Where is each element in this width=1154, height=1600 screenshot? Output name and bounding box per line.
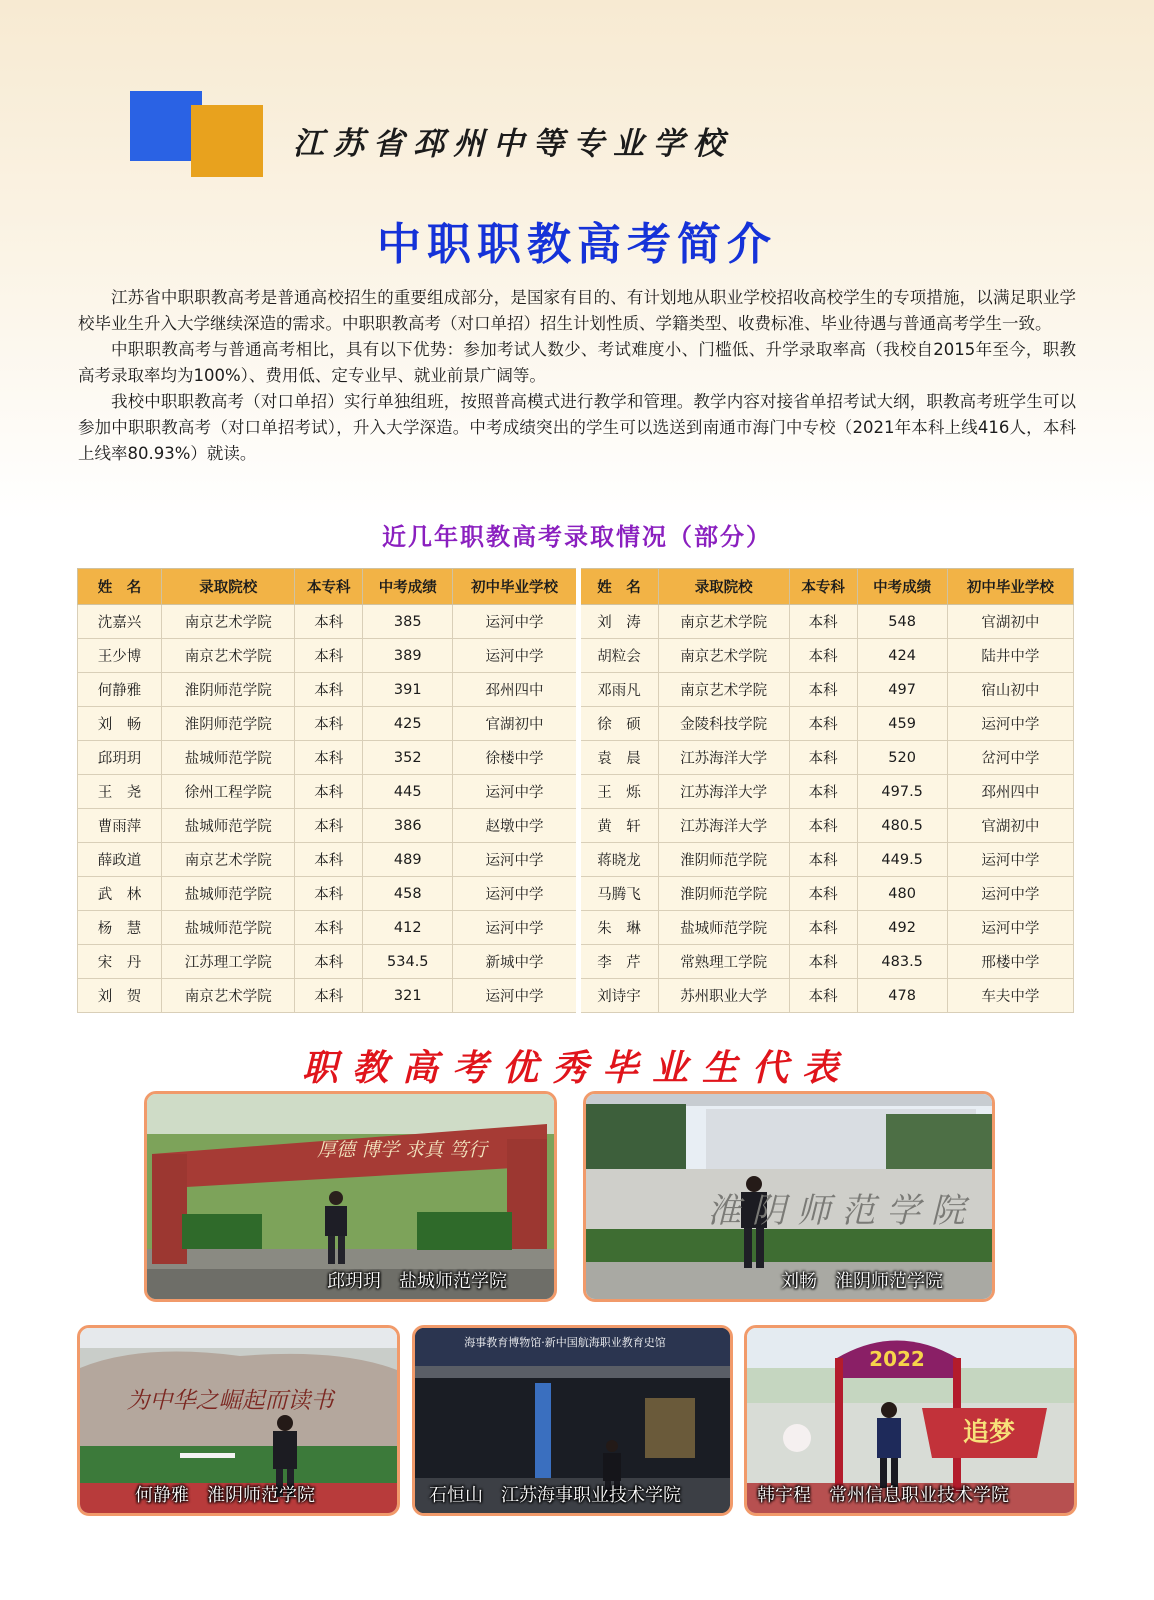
photo-caption: 石恒山 江苏海事职业技术学院 bbox=[429, 1485, 681, 1506]
photo-caption: 韩宇程 常州信息职业技术学院 bbox=[757, 1485, 1009, 1506]
cell-score: 449.5 bbox=[857, 843, 947, 877]
cell-score: 497.5 bbox=[857, 775, 947, 809]
header-score: 中考成绩 bbox=[857, 569, 947, 605]
cell-middle-school: 运河中学 bbox=[453, 979, 578, 1013]
cell-score: 483.5 bbox=[857, 945, 947, 979]
cell-college: 南京艺术学院 bbox=[162, 639, 295, 673]
cell-middle-school: 运河中学 bbox=[947, 877, 1073, 911]
cell-degree: 本科 bbox=[789, 775, 857, 809]
cell-college: 南京艺术学院 bbox=[162, 843, 295, 877]
cell-name: 朱 琳 bbox=[578, 911, 658, 945]
photo-caption: 邱玥玥 盐城师范学院 bbox=[327, 1271, 507, 1292]
table-row bbox=[78, 843, 1074, 877]
intro-paragraph-1: 江苏省中职职教高考是普通高校招生的重要组成部分，是国家有目的、有计划地从职业学校招收高校学生的专项措施，以满足职业学校毕业生升入大学继续深造的需求。中职职教高考（对口单招）招生计划性质、学籍类型、收费标准、毕业待遇与普通高考学生一致。 bbox=[78, 288, 1076, 333]
table-row bbox=[78, 639, 1074, 673]
cell-college: 江苏海洋大学 bbox=[658, 809, 789, 843]
cell-degree: 本科 bbox=[789, 639, 857, 673]
table-row bbox=[78, 809, 1074, 843]
graduate-photo-2 bbox=[583, 1091, 995, 1302]
table-row bbox=[78, 877, 1074, 911]
cell-score: 386 bbox=[363, 809, 453, 843]
admission-table bbox=[77, 568, 1074, 1013]
cell-name: 曹雨萍 bbox=[78, 809, 162, 843]
cell-degree: 本科 bbox=[789, 945, 857, 979]
cell-degree: 本科 bbox=[789, 843, 857, 877]
cell-degree: 本科 bbox=[789, 605, 857, 639]
cell-college: 常熟理工学院 bbox=[658, 945, 789, 979]
cell-degree: 本科 bbox=[295, 673, 363, 707]
cell-degree: 本科 bbox=[789, 741, 857, 775]
cell-middle-school: 运河中学 bbox=[947, 707, 1073, 741]
cell-name: 王少博 bbox=[78, 639, 162, 673]
cell-college: 盐城师范学院 bbox=[162, 741, 295, 775]
cell-college: 淮阴师范学院 bbox=[162, 707, 295, 741]
cell-middle-school: 官湖初中 bbox=[947, 605, 1073, 639]
cell-score: 497 bbox=[857, 673, 947, 707]
cell-degree: 本科 bbox=[295, 605, 363, 639]
cell-middle-school: 运河中学 bbox=[453, 843, 578, 877]
cell-score: 480 bbox=[857, 877, 947, 911]
cell-middle-school: 运河中学 bbox=[453, 639, 578, 673]
cell-degree: 本科 bbox=[295, 639, 363, 673]
cell-middle-school: 新城中学 bbox=[453, 945, 578, 979]
cell-college: 南京艺术学院 bbox=[162, 979, 295, 1013]
cell-college: 淮阴师范学院 bbox=[658, 843, 789, 877]
cell-degree: 本科 bbox=[789, 877, 857, 911]
school-name: 江苏省邳州中等专业学校 bbox=[293, 126, 733, 162]
cell-college: 金陵科技学院 bbox=[658, 707, 789, 741]
cell-score: 321 bbox=[363, 979, 453, 1013]
cell-college: 苏州职业大学 bbox=[658, 979, 789, 1013]
cell-degree: 本科 bbox=[295, 775, 363, 809]
cell-college: 盐城师范学院 bbox=[162, 877, 295, 911]
cell-college: 南京艺术学院 bbox=[162, 605, 295, 639]
photo-sign-text: 海事教育博物馆·新中国航海职业教育史馆 bbox=[464, 1336, 666, 1349]
cell-name: 宋 丹 bbox=[78, 945, 162, 979]
cell-score: 385 bbox=[363, 605, 453, 639]
header-middle-school: 初中毕业学校 bbox=[453, 569, 578, 605]
table-header-row bbox=[78, 569, 1074, 605]
cell-name: 邱玥玥 bbox=[78, 741, 162, 775]
cell-middle-school: 赵墩中学 bbox=[453, 809, 578, 843]
graduate-photo-1 bbox=[144, 1091, 557, 1302]
cell-name: 蒋晓龙 bbox=[578, 843, 658, 877]
table-row bbox=[78, 741, 1074, 775]
cell-name: 杨 慧 bbox=[78, 911, 162, 945]
cell-degree: 本科 bbox=[295, 707, 363, 741]
cell-middle-school: 徐楼中学 bbox=[453, 741, 578, 775]
cell-score: 458 bbox=[363, 877, 453, 911]
cell-college: 盐城师范学院 bbox=[162, 911, 295, 945]
cell-college: 南京艺术学院 bbox=[658, 639, 789, 673]
cell-middle-school: 陆井中学 bbox=[947, 639, 1073, 673]
cell-name: 武 林 bbox=[78, 877, 162, 911]
cell-college: 淮阴师范学院 bbox=[162, 673, 295, 707]
cell-score: 389 bbox=[363, 639, 453, 673]
cell-name: 刘 畅 bbox=[78, 707, 162, 741]
cell-score: 478 bbox=[857, 979, 947, 1013]
header-middle-school: 初中毕业学校 bbox=[947, 569, 1073, 605]
header-score: 中考成绩 bbox=[363, 569, 453, 605]
table-row bbox=[78, 979, 1074, 1013]
intro-paragraph-2: 中职职教高考与普通高考相比，具有以下优势：参加考试人数少、考试难度小、门槛低、升学录取率高（我校自2015年至今，职教高考录取率均为100%）、费用低、定专业早、就业前景广阔等。 bbox=[78, 340, 1076, 385]
cell-name: 黄 轩 bbox=[578, 809, 658, 843]
cell-name: 刘诗宇 bbox=[578, 979, 658, 1013]
cell-middle-school: 运河中学 bbox=[453, 911, 578, 945]
graduates-title: 职教高考优秀毕业生代表 bbox=[301, 1047, 852, 1089]
admission-table-body bbox=[78, 605, 1074, 1013]
intro-paragraph-3: 我校中职职教高考（对口单招）实行单独组班，按照普高模式进行教学和管理。教学内容对接省单招考试大纲，职教高考班学生可以参加中职职教高考（对口单招考试），升入大学深造。中考成绩突出的学生可以选送到南通市海门中专校（2021年本科上线416人，本科上线率80.93%）就读。 bbox=[78, 392, 1076, 463]
cell-score: 424 bbox=[857, 639, 947, 673]
table-row bbox=[78, 605, 1074, 639]
table-row bbox=[78, 673, 1074, 707]
cell-middle-school: 运河中学 bbox=[453, 605, 578, 639]
cell-middle-school: 宿山初中 bbox=[947, 673, 1073, 707]
table-row bbox=[78, 911, 1074, 945]
cell-degree: 本科 bbox=[789, 809, 857, 843]
photo-sign-text-2: 追梦 bbox=[962, 1418, 1016, 1448]
cell-score: 520 bbox=[857, 741, 947, 775]
cell-score: 548 bbox=[857, 605, 947, 639]
table-row bbox=[78, 707, 1074, 741]
header-degree: 本专科 bbox=[789, 569, 857, 605]
cell-name: 刘 贺 bbox=[78, 979, 162, 1013]
cell-college: 江苏海洋大学 bbox=[658, 775, 789, 809]
cell-college: 江苏海洋大学 bbox=[658, 741, 789, 775]
table-row bbox=[78, 945, 1074, 979]
cell-middle-school: 车夫中学 bbox=[947, 979, 1073, 1013]
cell-college: 盐城师范学院 bbox=[658, 911, 789, 945]
cell-score: 459 bbox=[857, 707, 947, 741]
cell-college: 南京艺术学院 bbox=[658, 605, 789, 639]
cell-middle-school: 官湖初中 bbox=[453, 707, 578, 741]
photo-sign-text: 2022 bbox=[869, 1347, 925, 1371]
cell-degree: 本科 bbox=[789, 707, 857, 741]
cell-college: 徐州工程学院 bbox=[162, 775, 295, 809]
photo-caption: 刘畅 淮阴师范学院 bbox=[781, 1271, 943, 1292]
graduate-photo-5 bbox=[744, 1325, 1077, 1516]
cell-name: 王 尧 bbox=[78, 775, 162, 809]
cell-middle-school: 邳州四中 bbox=[947, 775, 1073, 809]
cell-college: 江苏理工学院 bbox=[162, 945, 295, 979]
intro-text bbox=[78, 285, 1076, 467]
cell-middle-school: 运河中学 bbox=[947, 911, 1073, 945]
cell-name: 薛政道 bbox=[78, 843, 162, 877]
page-title: 中职职教高考简介 bbox=[377, 219, 777, 270]
photo-sign-text: 淮 阴 师 范 学 院 bbox=[706, 1191, 966, 1231]
header-name: 姓 名 bbox=[78, 569, 162, 605]
cell-name: 李 芹 bbox=[578, 945, 658, 979]
cell-college: 南京艺术学院 bbox=[658, 673, 789, 707]
cell-name: 徐 硕 bbox=[578, 707, 658, 741]
cell-name: 袁 晨 bbox=[578, 741, 658, 775]
cell-degree: 本科 bbox=[789, 673, 857, 707]
cell-degree: 本科 bbox=[295, 843, 363, 877]
cell-score: 352 bbox=[363, 741, 453, 775]
cell-name: 邓雨凡 bbox=[578, 673, 658, 707]
cell-middle-school: 运河中学 bbox=[453, 877, 578, 911]
cell-name: 王 烁 bbox=[578, 775, 658, 809]
cell-college: 淮阴师范学院 bbox=[658, 877, 789, 911]
cell-degree: 本科 bbox=[295, 979, 363, 1013]
cell-name: 何静雅 bbox=[78, 673, 162, 707]
cell-middle-school: 岔河中学 bbox=[947, 741, 1073, 775]
header-college: 录取院校 bbox=[658, 569, 789, 605]
cell-score: 534.5 bbox=[363, 945, 453, 979]
cell-middle-school: 运河中学 bbox=[453, 775, 578, 809]
photo-caption: 何静雅 淮阴师范学院 bbox=[135, 1485, 315, 1506]
cell-degree: 本科 bbox=[295, 809, 363, 843]
cell-score: 391 bbox=[363, 673, 453, 707]
cell-score: 412 bbox=[363, 911, 453, 945]
cell-name: 刘 涛 bbox=[578, 605, 658, 639]
header-degree: 本专科 bbox=[295, 569, 363, 605]
cell-degree: 本科 bbox=[295, 945, 363, 979]
header-college: 录取院校 bbox=[162, 569, 295, 605]
cell-name: 沈嘉兴 bbox=[78, 605, 162, 639]
logo-orange-square bbox=[191, 105, 263, 177]
cell-degree: 本科 bbox=[295, 877, 363, 911]
admission-section-title: 近几年职教高考录取情况（部分） bbox=[382, 523, 772, 551]
cell-degree: 本科 bbox=[789, 911, 857, 945]
cell-middle-school: 邢楼中学 bbox=[947, 945, 1073, 979]
cell-degree: 本科 bbox=[295, 741, 363, 775]
cell-name: 胡粒会 bbox=[578, 639, 658, 673]
cell-degree: 本科 bbox=[295, 911, 363, 945]
graduate-photo-4 bbox=[412, 1325, 733, 1516]
graduate-photo-3 bbox=[77, 1325, 400, 1516]
cell-name: 马腾飞 bbox=[578, 877, 658, 911]
cell-degree: 本科 bbox=[789, 979, 857, 1013]
cell-score: 445 bbox=[363, 775, 453, 809]
cell-score: 489 bbox=[363, 843, 453, 877]
cell-college: 盐城师范学院 bbox=[162, 809, 295, 843]
cell-score: 480.5 bbox=[857, 809, 947, 843]
cell-middle-school: 运河中学 bbox=[947, 843, 1073, 877]
table-row bbox=[78, 775, 1074, 809]
photo-sign-text: 为中华之崛起而读书 bbox=[126, 1388, 334, 1414]
cell-middle-school: 邳州四中 bbox=[453, 673, 578, 707]
cell-score: 425 bbox=[363, 707, 453, 741]
cell-score: 492 bbox=[857, 911, 947, 945]
photo-sign-text: 厚德 博学 求真 笃行 bbox=[316, 1139, 488, 1161]
cell-middle-school: 官湖初中 bbox=[947, 809, 1073, 843]
header-name: 姓 名 bbox=[578, 569, 658, 605]
